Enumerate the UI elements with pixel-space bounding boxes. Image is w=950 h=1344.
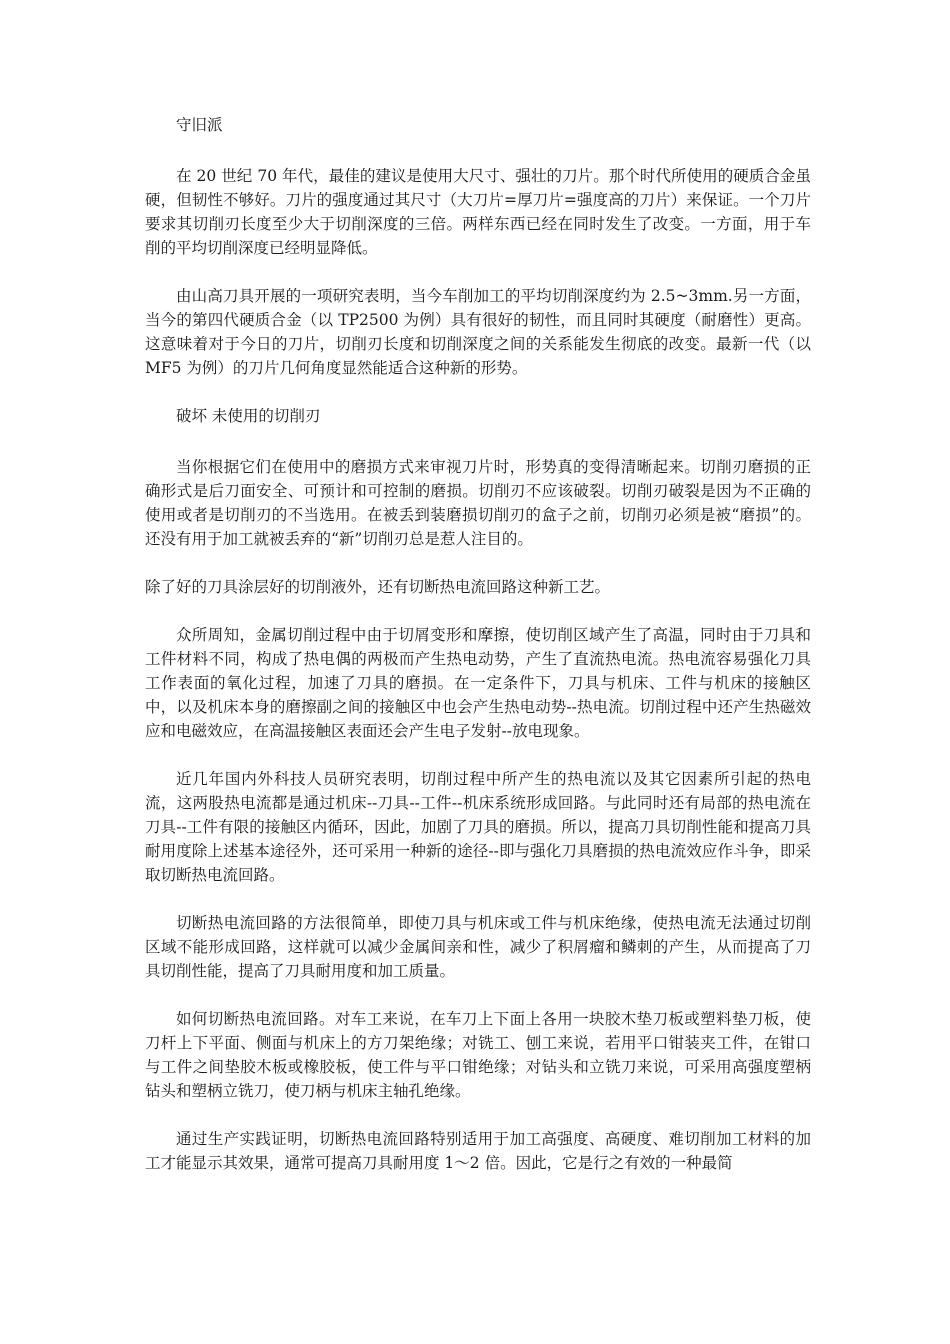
paragraph-8: 如何切断热电流回路。对车工来说，在车刀上下面上各用一块胶木垫刀板或塑料垫刀板，使刀杆上下平面、侧面与机床上的方刀架绝缘；对铣工、刨工来说，若用平口钳装夹工件，在钳口与工件之间垫胶木板或橡胶板，使工件与平口钳绝缘；对钻头和立铣刀来说，可采用高强度塑柄钻头和塑柄立铣刀，使刀柄与机床主轴孔绝缘。 — [145, 1010, 811, 1100]
paragraph-4: 除了好的刀具涂层好的切削液外，还有切断热电流回路这种新工艺。 — [145, 578, 611, 596]
paragraph-7: 切断热电流回路的方法很简单，即使刀具与机床或工件与机床绝缘，使热电流无法通过切削区域不能形成回路，这样就可以减少金属间亲和性，减少了积屑瘤和鳞刺的产生，从而提高了刀具切削性能，提高了刀具耐用度和加工质量。 — [145, 914, 811, 980]
paragraph-5: 众所周知，金属切削过程中由于切屑变形和摩擦，使切削区域产生了高温，同时由于刀具和工件材料不同，构成了热电偶的两极而产生热电动势，产生了直流热电流。热电流容易强化刀具工作表面的氧化过程，加速了刀具的磨损。在一定条件下，刀具与机床、工件与机床的接触区中，以及机床本身的磨擦副之间的接触区中也会产生热电动势--热电流。切削过程中还产生热磁效应和电磁效应，在高温接触区表面还会产生电子发射--放电现象。 — [145, 626, 811, 740]
document-body — [145, 113, 811, 1199]
paragraph-2: 由山高刀具开展的一项研究表明，当今车削加工的平均切削深度约为 2.5~3mm.另一方面，当今的第四代硬质合金（以 TP2500 为例）具有很好的韧性，而且同时其硬度（耐磨性）更高。这意味着对于今日的刀片，切削刃长度和切削深度之间的关系能发生彻底的改变。最新一代（以 MF5 为例）的刀片几何角度显然能适合这种新的形势。 — [145, 287, 811, 377]
section-heading-old-school: 守旧派 — [176, 116, 223, 134]
paragraph-9: 通过生产实践证明，切断热电流回路特别适用于加工高强度、高硬度、难切削加工材料的加工才能显示其效果，通常可提高刀具耐用度 1～2 倍。因此，它是行之有效的一种最简 — [145, 1130, 811, 1172]
paragraph-6: 近几年国内外科技人员研究表明，切削过程中所产生的热电流以及其它因素所引起的热电流，这两股热电流都是通过机床--刀具--工件--机床系统形成回路。与此同时还有局部的热电流在刀具--工件有限的接触区内循环，因此，加剧了刀具的磨损。所以，提高刀具切削性能和提高刀具耐用度除上述基本途径外，还可采用一种新的途径--即与强化刀具磨损的热电流效应作斗争，即采取切断热电流回路。 — [145, 770, 811, 884]
paragraph-3: 当你根据它们在使用中的磨损方式来审视刀片时，形势真的变得清晰起来。切削刃磨损的正确形式是后刀面安全、可预计和可控制的磨损。切削刃不应该破裂。切削刃破裂是因为不正确的使用或者是切削刃的不当选用。在被丢到装磨损切削刃的盒子之前，切削刃必须是被“磨损”的。还没有用于加工就被丢弃的“新”切削刃总是惹人注目的。 — [145, 458, 811, 548]
section-heading-unused-edge: 破坏 未使用的切削刃 — [176, 407, 321, 425]
paragraph-1: 在 20 世纪 70 年代，最佳的建议是使用大尺寸、强壮的刀片。那个时代所使用的硬质合金虽硬，但韧性不够好。刀片的强度通过其尺寸（大刀片=厚刀片=强度高的刀片）来保证。一个刀片要求其切削刃长度至少大于切削深度的三倍。两样东西已经在同时发生了改变。一方面，用于车削的平均切削深度已经明显降低。 — [145, 167, 811, 257]
